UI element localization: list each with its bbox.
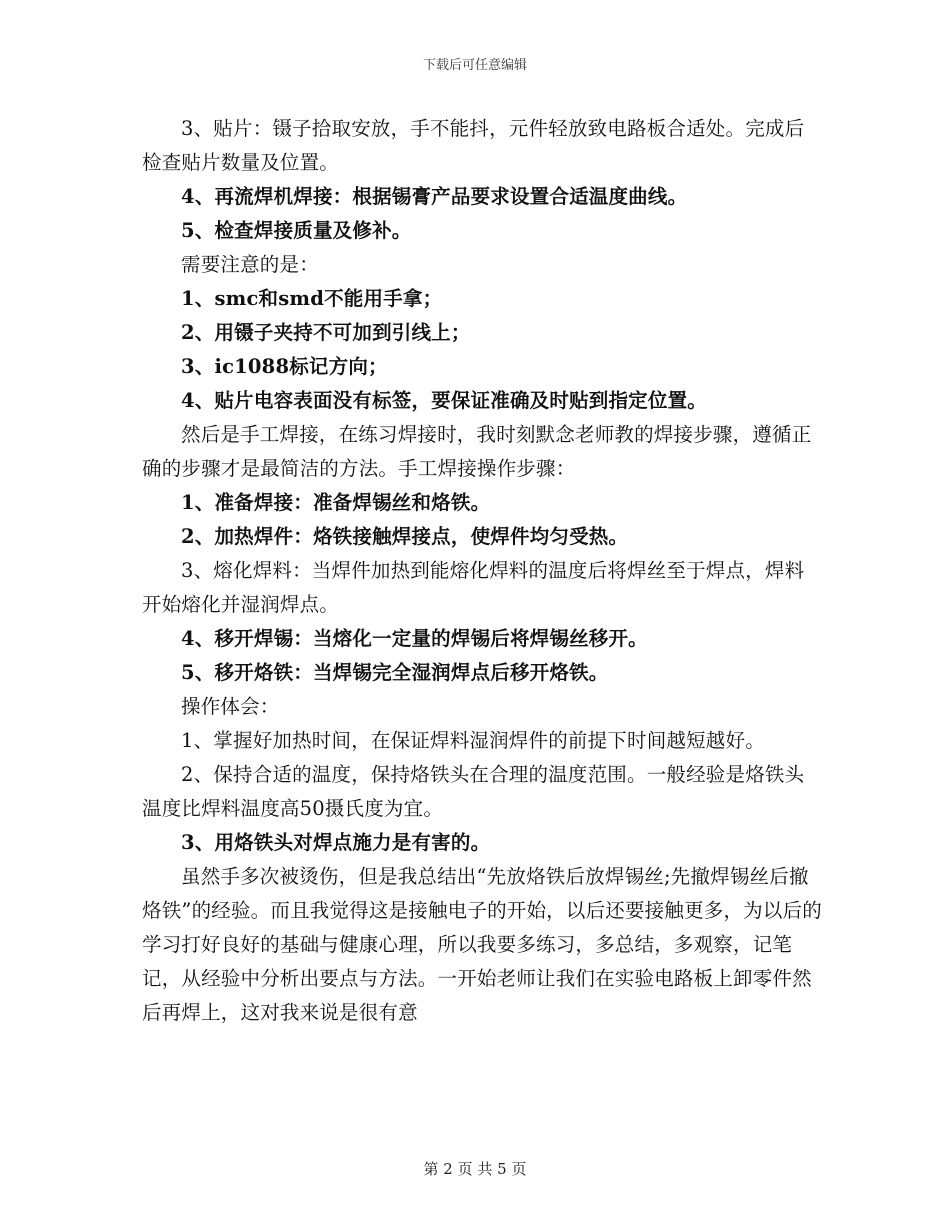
- paragraph-experience-1: 1、掌握好加热时间，在保证焊料湿润焊件的前提下时间越短越好。: [181, 729, 765, 752]
- paragraph-note-1: 1、smc和smd不能用手拿；: [181, 287, 443, 310]
- paragraph-reflection: 虽然手多次被烫伤，但是我总结出“先放烙铁后放焊锡丝;先撤焊锡丝后撤烙铁”的经验。而且我觉得这是接触电子的开始，以后还要接触更多，为以后的学习打好良好的基础与健康心理，所以我要多练习，多总结，多观察，记笔记，从经验中分析出要点与方法。一开始老师让我们在实验电路板上卸零件然后再焊上，这对我来说是很有意: [142, 865, 822, 1024]
- paragraph-manual-soldering-intro: 然后是手工焊接，在练习焊接时，我时刻默念老师教的焊接步骤，遵循正确的步骤才是最简洁的方法。手工焊接操作步骤：: [142, 423, 812, 480]
- paragraph-note-4: 4、贴片电容表面没有标签，要保证准确及时贴到指定位置。: [181, 389, 707, 412]
- paragraph-manual-step-1: 1、准备焊接：准备焊锡丝和烙铁。: [181, 491, 491, 514]
- paragraph-manual-step-5: 5、移开烙铁：当焊锡完全湿润焊点后移开烙铁。: [181, 661, 609, 684]
- page-footer: 第 2 页 共 5 页: [423, 1160, 527, 1178]
- paragraph-notes-heading: 需要注意的是：: [181, 253, 319, 276]
- page-header: 下载后可任意编辑: [422, 58, 527, 73]
- paragraph-experience-2: 2、保持合适的温度，保持烙铁头在合理的温度范围。一般经验是烙铁头温度比焊料温度高50摄氏度为宜。: [142, 763, 805, 820]
- paragraph-step-3-placement: 3、贴片：镊子拾取安放，手不能抖，元件轻放致电路板合适处。完成后检查贴片数量及位置。: [142, 117, 805, 174]
- paragraph-manual-step-2: 2、加热焊件：烙铁接触焊接点，使焊件均匀受热。: [181, 525, 629, 548]
- paragraph-step-5-inspect: 5、检查焊接质量及修补。: [181, 219, 412, 242]
- paragraph-experience-heading: 操作体会：: [181, 695, 280, 718]
- document-body: [142, 112, 822, 1030]
- paragraph-step-4-reflow: 4、再流焊机焊接：根据锡膏产品要求设置合适温度曲线。: [181, 185, 688, 208]
- paragraph-manual-step-3: 3、熔化焊料：当焊件加热到能熔化焊料的温度后将焊丝至于焊点，焊料开始熔化并湿润焊点。: [142, 559, 805, 616]
- paragraph-note-2: 2、用镊子夹持不可加到引线上；: [181, 321, 471, 344]
- paragraph-manual-step-4: 4、移开焊锡：当熔化一定量的焊锡后将焊锡丝移开。: [181, 627, 648, 650]
- paragraph-note-3: 3、ic1088标记方向；: [181, 355, 388, 378]
- paragraph-experience-3: 3、用烙铁头对焊点施力是有害的。: [181, 831, 491, 854]
